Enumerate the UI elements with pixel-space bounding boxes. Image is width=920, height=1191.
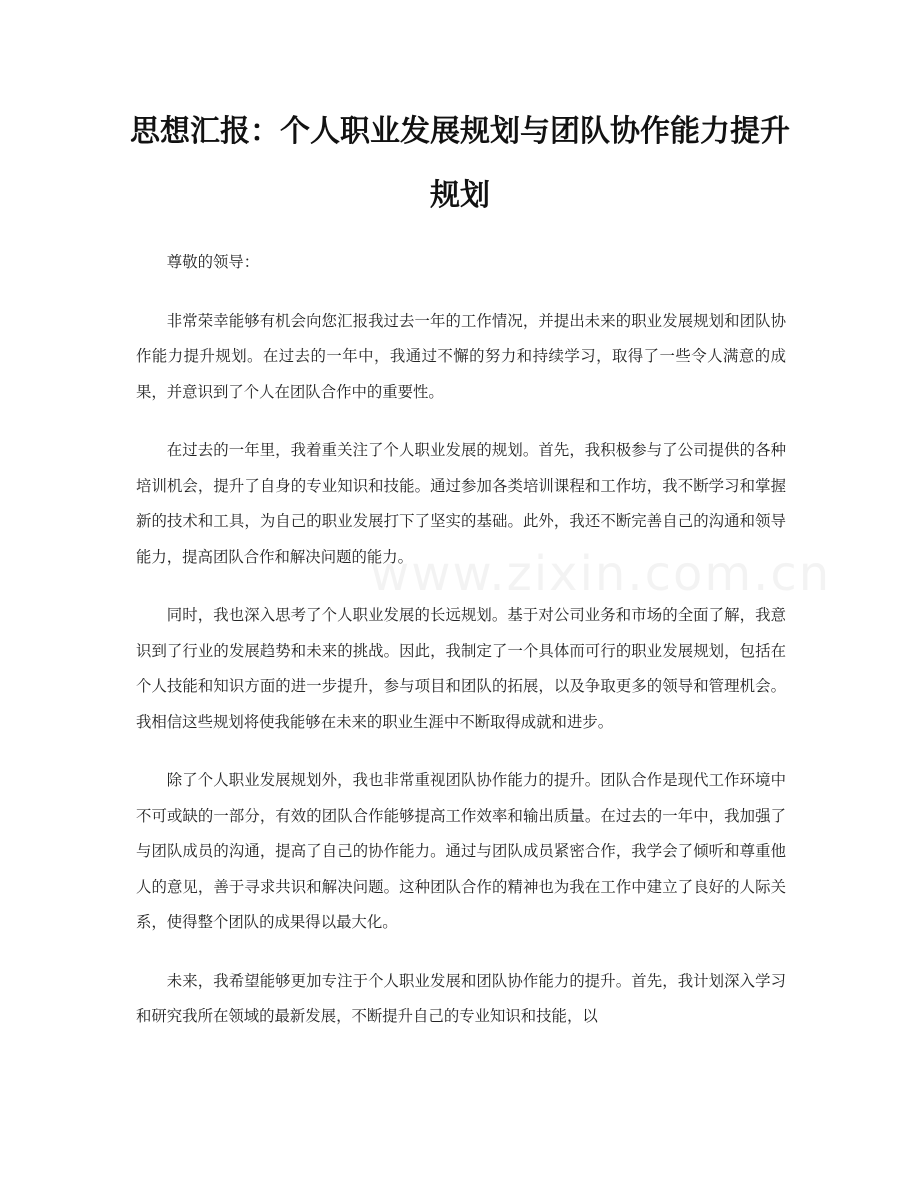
salutation: 尊敬的领导： <box>166 253 260 271</box>
paragraph-2: 在过去的一年里，我着重关注了个人职业发展的规划。首先，我积极参与了公司提供的各种培训机会，提升了自身的专业知识和技能。通过参加各类培训课程和工作坊，我不断学习和掌握新的技术和工具，为自己的职业发展打下了坚实的基础。此外，我还不断完善自己的沟通和领导能力，提高团队合作和解决问题的能力。 <box>136 441 786 566</box>
document-body <box>136 245 786 1058</box>
paragraph-5: 未来，我希望能够更加专注于个人职业发展和团队协作能力的提升。首先，我计划深入学习和研究我所在领域的最新发展，不断提升自己的专业知识和技能，以 <box>136 971 786 1025</box>
paragraph-1: 非常荣幸能够有机会向您汇报我过去一年的工作情况，并提出未来的职业发展规划和团队协作能力提升规划。在过去的一年中，我通过不懈的努力和持续学习，取得了一些令人满意的成果，并意识到了个人在团队合作中的重要性。 <box>136 311 786 401</box>
document-title: 思想汇报：个人职业发展规划与团队协作能力提升规划 <box>130 114 790 213</box>
paragraph-3: 同时，我也深入思考了个人职业发展的长远规划。基于对公司业务和市场的全面了解，我意识到了行业的发展趋势和未来的挑战。因此，我制定了一个具体而可行的职业发展规划，包括在个人技能和知识方面的进一步提升，参与项目和团队的拓展，以及争取更多的领导和管理机会。我相信这些规划将使我能够在未来的职业生涯中不断取得成就和进步。 <box>136 606 786 731</box>
paragraph-4: 除了个人职业发展规划外，我也非常重视团队协作能力的提升。团队合作是现代工作环境中不可或缺的一部分，有效的团队合作能够提高工作效率和输出质量。在过去的一年中，我加强了与团队成员的沟通，提高了自己的协作能力。通过与团队成员紧密合作，我学会了倾听和尊重他人的意见，善于寻求共识和解决问题。这种团队合作的精神也为我在工作中建立了良好的人际关系，使得整个团队的成果得以最大化。 <box>136 771 786 931</box>
